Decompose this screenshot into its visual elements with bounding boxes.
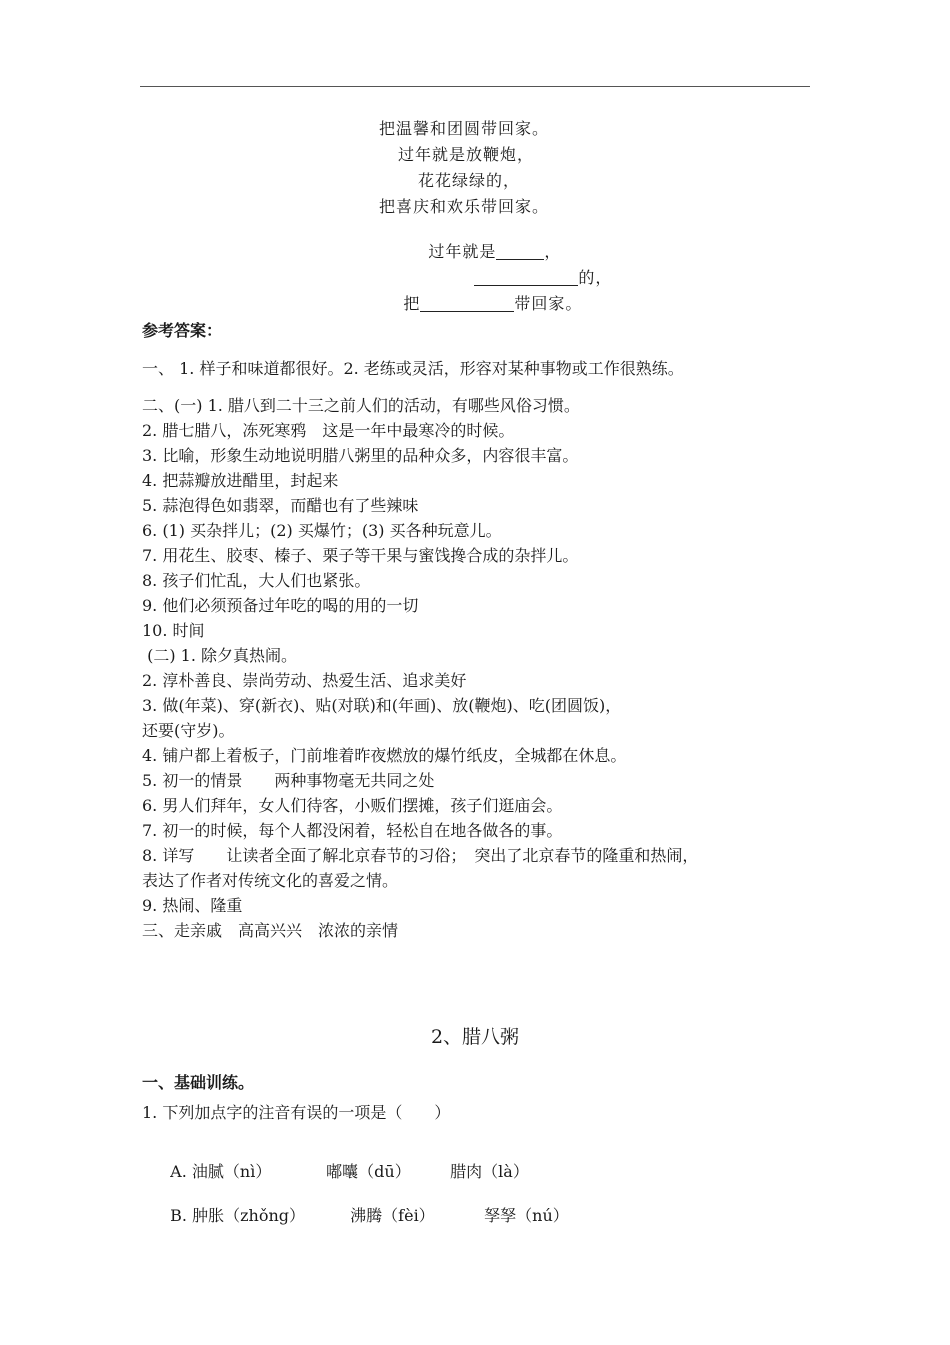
answer-line: 9. 他们必须预备过年吃的喝的用的一切 [142, 596, 419, 615]
answer-line: 3. 比喻，形象生动地说明腊八粥里的品种众多，内容很丰富。 [142, 446, 579, 465]
poem-line: 把温馨和团圆带回家。 [379, 119, 550, 138]
option-item: 嘟囔（dū） [326, 1162, 411, 1181]
poem-text: 把 [403, 294, 421, 313]
option-a[interactable] [160, 1140, 529, 1182]
answer-line: 7. 用花生、胶枣、榛子、栗子等干果与蜜饯搀合成的杂拌儿。 [142, 546, 579, 565]
question-1: 1. 下列加点字的注音有误的一项是（ ） [142, 1103, 451, 1122]
answer-line: 10. 时间 [142, 621, 205, 640]
answer-line: 5. 初一的情景 两种事物毫无共同之处 [142, 771, 435, 790]
option-item: 孥孥（nú） [484, 1206, 569, 1225]
answer-line: 4. 铺户都上着板子，门前堆着昨夜燃放的爆竹纸皮，全城都在休息。 [142, 746, 627, 765]
option-item: B. 肿胀（zhǒng） [170, 1206, 306, 1225]
answer-line: 4. 把蒜瓣放进醋里，封起来 [142, 471, 339, 490]
answer-line: (二) 1. 除夕真热闹。 [142, 646, 298, 665]
poem-text: 过年就是 [428, 242, 497, 261]
poem-line: 过年就是放鞭炮， [398, 145, 535, 164]
fill-blank[interactable] [420, 295, 514, 312]
answer-line: 三、走亲戚 高高兴兴 浓浓的亲情 [142, 921, 399, 940]
answer-line: 9. 热闹、隆重 [142, 896, 243, 915]
answers-heading: 参考答案： [142, 321, 223, 340]
poem-line: 花花绿绿的， [418, 171, 521, 190]
answer-line: 3. 做(年菜)、穿(新衣)、贴(对联)和(年画)、放(鞭炮)、吃(团圆饭)， [142, 696, 622, 715]
lesson-title: 2、腊八粥 [430, 1026, 520, 1048]
option-item: A. 油腻（nì） [170, 1162, 272, 1181]
answer-line: 还要(守岁)。 [142, 721, 235, 740]
section-heading: 一、基础训练。 [142, 1073, 255, 1092]
poem-text: 带回家。 [514, 294, 583, 313]
header-rule [140, 86, 810, 87]
answer-line: 7. 初一的时候，每个人都没闲着，轻松自在地各做各的事。 [142, 821, 563, 840]
poem-line: 把喜庆和欢乐带回家。 [379, 197, 550, 216]
answer-line: 二、(一) 1. 腊八到二十三之前人们的活动，有哪些风俗习惯。 [142, 396, 580, 415]
answer-line: 一、 1. 样子和味道都很好。2. 老练或灵活，形容对某种事物或工作很熟练。 [142, 359, 684, 378]
poem-text: ， [544, 242, 562, 261]
answer-line: 2. 腊七腊八，冻死寒鸦 这是一年中最寒冷的时候。 [142, 421, 515, 440]
poem-text: 的， [578, 268, 613, 287]
answer-line: 表达了作者对传统文化的喜爱之情。 [142, 871, 399, 890]
answer-line: 8. 详写 让读者全面了解北京春节的习俗； 突出了北京春节的隆重和热闹， [142, 846, 699, 865]
poem-line-blank [379, 272, 582, 333]
option-item: 腊肉（là） [450, 1162, 529, 1181]
option-item: 沸腾（fèi） [350, 1206, 435, 1225]
option-b[interactable] [160, 1184, 569, 1226]
answer-line: 2. 淳朴善良、崇尚劳动、热爱生活、追求美好 [142, 671, 467, 690]
answer-line: 5. 蒜泡得色如翡翠，而醋也有了些辣味 [142, 496, 419, 515]
answer-line: 6. 男人们拜年，女人们待客，小贩们摆摊，孩子们逛庙会。 [142, 796, 563, 815]
answer-line: 6. (1) 买杂拌儿；(2) 买爆竹；(3) 买各种玩意儿。 [142, 521, 502, 540]
answer-line: 8. 孩子们忙乱，大人们也紧张。 [142, 571, 371, 590]
